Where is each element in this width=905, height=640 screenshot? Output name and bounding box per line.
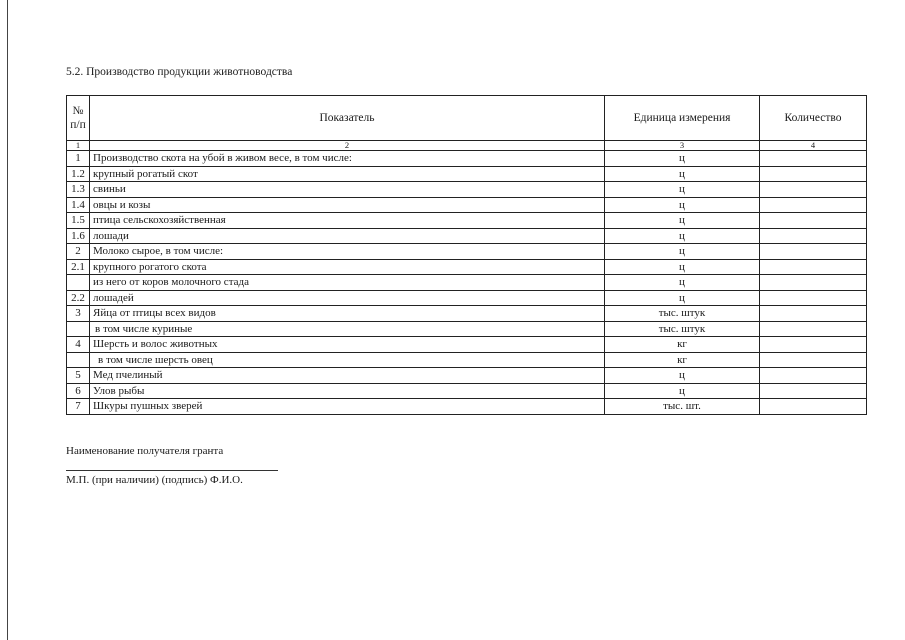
table-row — [67, 383, 867, 399]
table-row — [67, 306, 867, 322]
table-row — [67, 182, 867, 198]
header-quantity: Количество — [760, 96, 867, 141]
row-number: 7 — [67, 399, 90, 415]
row-indicator: в том числе шерсть овец — [90, 352, 605, 368]
grant-recipient-label: Наименование получателя гранта — [66, 445, 224, 457]
header-unit: Единица измерения — [605, 96, 760, 141]
row-number: 1.2 — [67, 166, 90, 182]
signature-line — [66, 470, 278, 471]
table-row — [67, 259, 867, 275]
row-indicator: птица сельскохозяйственная — [90, 213, 605, 229]
row-quantity[interactable] — [760, 228, 867, 244]
row-indicator: свиньи — [90, 182, 605, 198]
row-unit: тыс. штук — [605, 306, 760, 322]
row-indicator: в том числе куриные — [90, 321, 605, 337]
row-indicator: лошадей — [90, 290, 605, 306]
table-row — [67, 337, 867, 353]
row-unit: ц — [605, 290, 760, 306]
row-number: 4 — [67, 337, 90, 353]
row-unit: ц — [605, 228, 760, 244]
row-quantity[interactable] — [760, 306, 867, 322]
table-row — [67, 368, 867, 384]
signature-caption: М.П. (при наличии) (подпись) Ф.И.О. — [66, 474, 243, 486]
row-number: 2.1 — [67, 259, 90, 275]
row-indicator: Улов рыбы — [90, 383, 605, 399]
row-indicator: лошади — [90, 228, 605, 244]
row-unit: ц — [605, 213, 760, 229]
table-row — [67, 275, 867, 291]
row-indicator: овцы и козы — [90, 197, 605, 213]
row-number: 1.5 — [67, 213, 90, 229]
header-row — [67, 96, 867, 141]
row-number: 3 — [67, 306, 90, 322]
row-number — [67, 275, 90, 291]
table-row — [67, 228, 867, 244]
table-row — [67, 321, 867, 337]
row-unit: ц — [605, 368, 760, 384]
row-number: 1.4 — [67, 197, 90, 213]
row-indicator: Шерсть и волос животных — [90, 337, 605, 353]
row-quantity[interactable] — [760, 399, 867, 415]
column-number-1: 1 — [67, 141, 90, 151]
row-indicator: крупный рогатый скот — [90, 166, 605, 182]
table-row — [67, 166, 867, 182]
section-title: 5.2. Производство продукции животноводства — [66, 66, 293, 78]
column-number-3: 3 — [605, 141, 760, 151]
row-indicator: из него от коров молочного стада — [90, 275, 605, 291]
row-number: 2.2 — [67, 290, 90, 306]
table-row — [67, 197, 867, 213]
row-number: 1.6 — [67, 228, 90, 244]
row-unit: кг — [605, 337, 760, 353]
row-number: 6 — [67, 383, 90, 399]
row-indicator: Производство скота на убой в живом весе, в том числе: — [90, 151, 605, 167]
row-number: 5 — [67, 368, 90, 384]
column-number-4: 4 — [760, 141, 867, 151]
row-quantity[interactable] — [760, 197, 867, 213]
row-unit: тыс. штук — [605, 321, 760, 337]
row-quantity[interactable] — [760, 244, 867, 260]
row-unit: ц — [605, 383, 760, 399]
row-quantity[interactable] — [760, 166, 867, 182]
row-quantity[interactable] — [760, 321, 867, 337]
row-quantity[interactable] — [760, 368, 867, 384]
row-quantity[interactable] — [760, 213, 867, 229]
row-number — [67, 352, 90, 368]
table-row — [67, 213, 867, 229]
table-row — [67, 151, 867, 167]
row-unit: ц — [605, 151, 760, 167]
row-unit: ц — [605, 197, 760, 213]
row-number: 2 — [67, 244, 90, 260]
row-quantity[interactable] — [760, 352, 867, 368]
row-unit: тыс. шт. — [605, 399, 760, 415]
row-quantity[interactable] — [760, 151, 867, 167]
column-number-row — [67, 141, 867, 151]
row-quantity[interactable] — [760, 383, 867, 399]
header-number: № п/п — [67, 96, 90, 141]
row-unit: ц — [605, 166, 760, 182]
page-left-rule — [7, 0, 8, 640]
row-indicator: Молоко сырое, в том числе: — [90, 244, 605, 260]
row-quantity[interactable] — [760, 290, 867, 306]
table-row — [67, 290, 867, 306]
column-number-2: 2 — [90, 141, 605, 151]
row-unit: ц — [605, 259, 760, 275]
header-indicator: Показатель — [90, 96, 605, 141]
row-indicator: Шкуры пушных зверей — [90, 399, 605, 415]
row-indicator: Яйца от птицы всех видов — [90, 306, 605, 322]
row-unit: ц — [605, 182, 760, 198]
table-row — [67, 244, 867, 260]
row-number: 1 — [67, 151, 90, 167]
row-quantity[interactable] — [760, 337, 867, 353]
table-row — [67, 399, 867, 415]
table-body — [67, 151, 867, 415]
row-quantity[interactable] — [760, 259, 867, 275]
livestock-production-table — [66, 95, 867, 415]
row-number: 1.3 — [67, 182, 90, 198]
row-unit: ц — [605, 244, 760, 260]
row-number — [67, 321, 90, 337]
row-unit: ц — [605, 275, 760, 291]
table-row — [67, 352, 867, 368]
row-indicator: крупного рогатого скота — [90, 259, 605, 275]
row-quantity[interactable] — [760, 275, 867, 291]
row-quantity[interactable] — [760, 182, 867, 198]
row-unit: кг — [605, 352, 760, 368]
row-indicator: Мед пчелиный — [90, 368, 605, 384]
